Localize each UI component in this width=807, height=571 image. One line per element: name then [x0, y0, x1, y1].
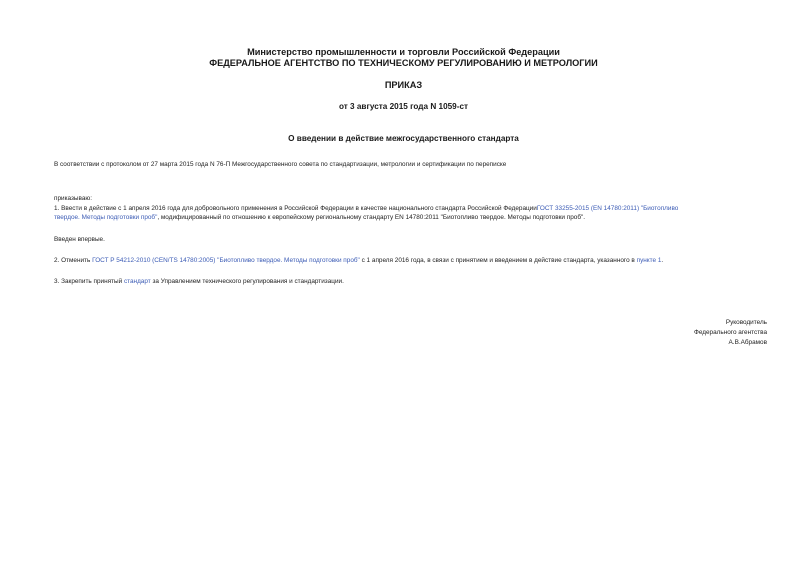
item-1-line-1 [54, 204, 678, 213]
gost-r-54212-link[interactable]: ГОСТ Р 54212-2010 (CEN/TS 14780:2005) "Биотопливо твердое. Методы подготовки проб" [92, 257, 360, 264]
order-subject: О введении в действие межгосударственного стандарта [288, 134, 519, 143]
item-2-end: . [661, 257, 664, 264]
order-title: ПРИКАЗ [384, 80, 423, 90]
signature-role: Руководитель [725, 319, 767, 326]
agency-heading: ФЕДЕРАЛЬНОЕ АГЕНТСТВО ПО ТЕХНИЧЕСКОМУ РЕГУЛИРОВАНИЮ И МЕТРОЛОГИИ [209, 58, 598, 68]
item-3-paragraph [54, 277, 344, 286]
item-3-text-continued: за Управлением технического регулирования и стандартизации. [150, 278, 344, 285]
preamble-paragraph: В соответствии с протоколом от 27 марта 2015 года N 76-П Межгосударственного совета по стандартизации, метрологии и сертификации по переписке [54, 161, 507, 168]
item-2-text-continued: с 1 апреля 2016 года, в связи с принятием и введением в действие стандарта, указанного в [359, 257, 637, 264]
order-date: от 3 августа 2015 года N 1059-ст [338, 102, 469, 111]
ministry-heading: Министерство промышленности и торговли Российской Федерации [247, 47, 560, 57]
gost-33255-link-continued[interactable]: твердое. Методы подготовки проб" [54, 214, 158, 221]
item-1-reference-link[interactable]: пункте 1 [636, 257, 662, 264]
signature-org: Федерального агентства [693, 329, 767, 336]
introduced-first-note: Введен впервые. [54, 236, 105, 243]
item-1-line-2 [54, 213, 585, 222]
signature-name: А.В.Абрамов [728, 339, 767, 346]
item-1-text-continued: , модифицированный по отношению к европейскому региональному стандарту EN 14780:2011 "Биотопливо твердое. Методы подготовки проб". [157, 214, 586, 221]
item-3-text: 3. Закрепить принятый [54, 278, 124, 285]
gost-33255-link[interactable]: ГОСТ 33255-2015 (EN 14780:2011) "Биотопливо [536, 205, 679, 212]
item-2-text: 2. Отменить [54, 257, 93, 264]
order-word: приказываю: [54, 195, 92, 202]
item-1-text: 1. Ввести в действие с 1 апреля 2016 года для добровольного применения в Российской Федерации в качестве национального стандарта Российской Федерации [54, 205, 537, 212]
item-2-paragraph [54, 256, 663, 265]
standard-link[interactable]: стандарт [123, 278, 151, 285]
